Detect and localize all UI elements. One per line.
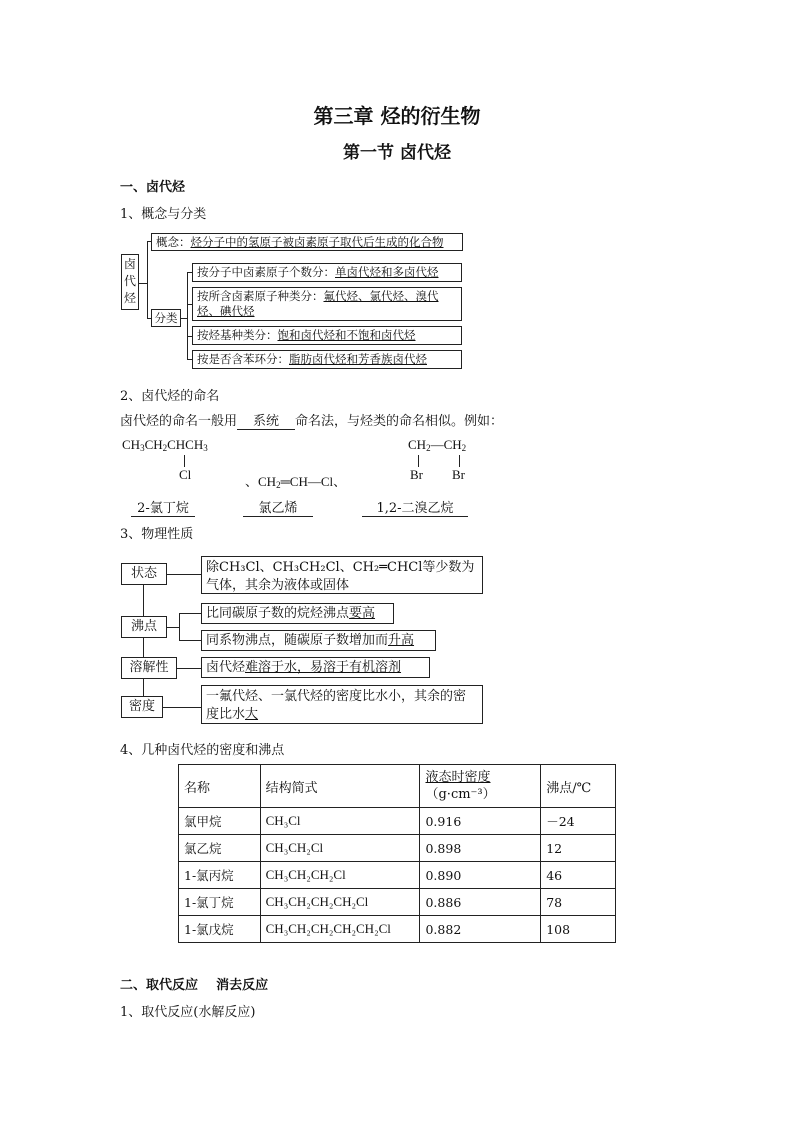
table-row: 氯甲烷 CH₃Cl 0.916 －24 [179, 808, 616, 835]
header-name: 名称 [179, 765, 261, 808]
table-row: 1-氯丙烷 CH₃CH₂CH₂Cl 0.890 46 [179, 862, 616, 889]
class-label-box: 分类 [151, 309, 181, 327]
table-row: 氯乙烷 CH₃CH₂Cl 0.898 12 [179, 835, 616, 862]
subheading-concept: 1、概念与分类 [120, 207, 207, 222]
subheading-table: 4、几种卤代烃的密度和沸点 [120, 743, 285, 758]
formula-dibromoethane: $CH_2—CH_2$ [408, 437, 467, 453]
class-box-4: 按是否含苯环分：脂肪卤代烃和芳香族卤代烃 [192, 350, 462, 369]
class-box-3: 按烃基种类分：饱和卤代烃和不饱和卤代烃 [192, 326, 462, 345]
subheading-naming: 2、卤代烃的命名 [120, 389, 220, 404]
bp-text-1: 比同碳原子数的烷烃沸点要高 [201, 603, 394, 624]
header-bp: 沸点/℃ [541, 765, 616, 808]
class-box-2: 按所含卤素原子种类分：氟代烃、氯代烃、溴代烃、碘代烃 [192, 287, 462, 321]
table-row: 1-氯戊烷 CH₃CH₂CH₂CH₂CH₂Cl 0.882 108 [179, 916, 616, 943]
class-box-1: 按分子中卤素原子个数分：单卤代烃和多卤代烃 [192, 263, 462, 282]
density-label: 密度 [121, 696, 163, 718]
header-formula: 结构简式 [260, 765, 420, 808]
naming-blank: 系统 [237, 410, 295, 430]
section-title: 第一节 卤代烃 [343, 143, 451, 163]
subheading-substitution: 1、取代反应(水解反应) [120, 1005, 256, 1020]
header-density: 液态时密度 （g·cm⁻³） [420, 765, 541, 808]
naming-sentence: 卤代烃的命名一般用 系统 命名法，与烃类的命名相似。例如： [120, 410, 503, 430]
concept-answer: 烃分子中的氢原子被卤素原子取代后生成的化合物 [190, 235, 444, 249]
state-text: 除CH₃Cl、CH₃CH₂Cl、CH₂═CHCl等少数为气体，其余为液体或固体 [201, 556, 483, 594]
name-answer-1: 2-氯丁烷 [131, 497, 195, 517]
formula-chloro-butane: $CH_3CH_2CHCH_3$ [122, 437, 208, 453]
density-text: 一氟代烃、一氯代烃的密度比水小，其余的密度比水大 [201, 685, 483, 724]
chapter-title: 第三章 烃的衍生物 [313, 104, 481, 128]
formula-vinyl-chloride: 、$CH_2═CH—Cl$、 [245, 474, 347, 490]
bp-label: 沸点 [121, 616, 167, 638]
bp-text-2: 同系物沸点，随碳原子数增加而升高 [201, 630, 436, 651]
concept-box: 概念：烃分子中的氢原子被卤素原子取代后生成的化合物 [151, 233, 463, 251]
table-header-row [179, 765, 616, 808]
name-answer-3: 1,2-二溴乙烷 [362, 497, 468, 517]
subheading-physical: 3、物理性质 [120, 527, 194, 542]
solubility-label: 溶解性 [121, 657, 177, 679]
part2-heading: 二、取代反应 消去反应 [120, 978, 269, 993]
table-row: 1-氯丁烷 CH₃CH₂CH₂CH₂Cl 0.886 78 [179, 889, 616, 916]
density-boiling-table [178, 764, 616, 943]
state-label: 状态 [121, 563, 167, 585]
tree-root: 卤 代 烃 [121, 254, 139, 310]
solubility-text: 卤代烃难溶于水，易溶于有机溶剂 [201, 657, 430, 678]
part1-heading: 一、卤代烃 [120, 180, 186, 195]
name-answer-2: 氯乙烯 [243, 497, 313, 517]
